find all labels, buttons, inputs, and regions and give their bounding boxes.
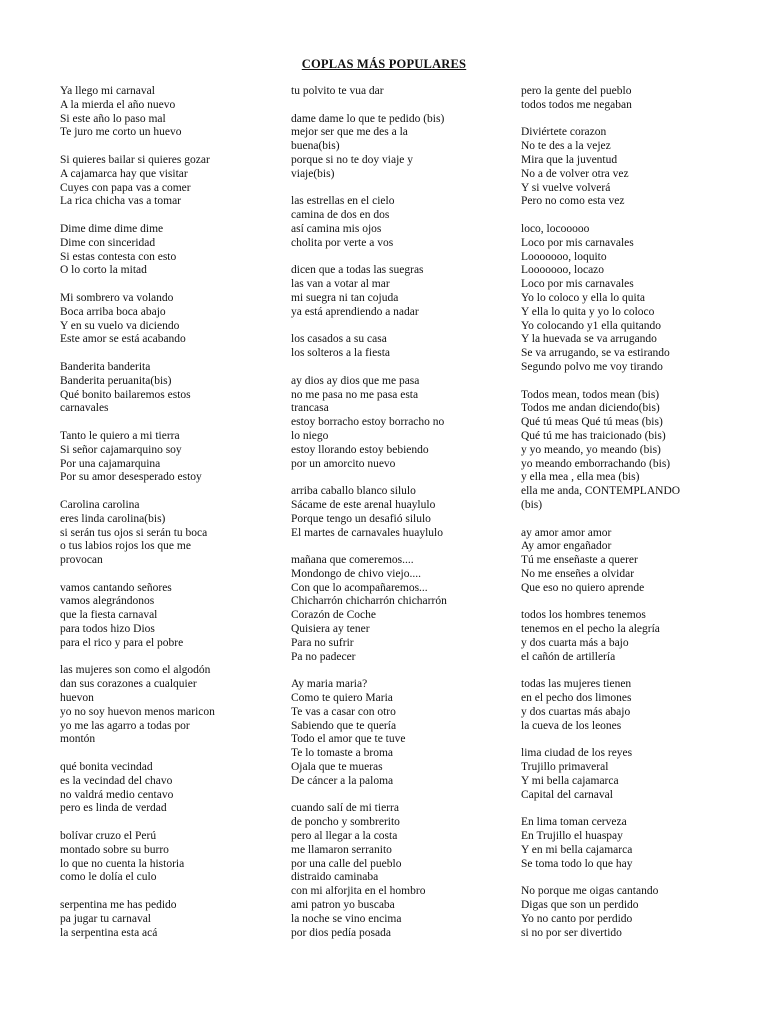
verse-line: Ojala que te mueras bbox=[291, 761, 383, 774]
verse-line: Banderita banderita bbox=[60, 360, 151, 373]
verse-line: yo me las agarro a todas por bbox=[60, 719, 190, 732]
verse-line: Capital del carnaval bbox=[521, 788, 613, 801]
verse-line: Todo el amor que te tuve bbox=[291, 733, 406, 746]
verse-line: Quisiera ay tener bbox=[291, 623, 370, 636]
verse-line: Mondongo de chivo viejo.... bbox=[291, 567, 421, 580]
verse-line: No te des a la vejez bbox=[521, 140, 611, 153]
verse-line: me llamaron serranito bbox=[291, 843, 392, 856]
verse-line: vamos cantando señores bbox=[60, 581, 172, 594]
verse-line: Diviértete corazon bbox=[521, 126, 607, 139]
verse-line: bolívar cruzo el Perú bbox=[60, 830, 157, 843]
verse-line: arriba caballo blanco silulo bbox=[291, 485, 416, 498]
verse-line: pero es linda de verdad bbox=[60, 802, 167, 815]
verse-line: Y si vuelve volverá bbox=[521, 181, 611, 194]
verse-line: ay amor amor amor bbox=[521, 526, 612, 539]
verse-line: El martes de carnavales huaylulo bbox=[291, 526, 443, 539]
verse-line: las van a votar al mar bbox=[291, 278, 390, 291]
verse-line: con mi alforjita en el hombro bbox=[291, 885, 426, 898]
verse-line: Y la huevada se va arrugando bbox=[521, 333, 657, 346]
verse-line: dan sus corazones a cualquier bbox=[60, 678, 197, 691]
verse-line: vamos alegrándonos bbox=[60, 595, 155, 608]
stanza bbox=[60, 761, 275, 816]
verse-line: Se toma todo lo que hay bbox=[521, 857, 633, 870]
verse-line: Como te quiero Maria bbox=[291, 692, 393, 705]
stanza bbox=[60, 664, 275, 747]
verse-line: Boca arriba boca abajo bbox=[60, 305, 166, 318]
verse-line: trancasa bbox=[291, 402, 329, 415]
verse-line: estoy borracho estoy borracho no bbox=[291, 416, 445, 429]
stanza bbox=[521, 816, 751, 871]
verse-line: Y en mi bella cajamarca bbox=[521, 843, 633, 856]
stanza bbox=[521, 885, 751, 940]
stanza bbox=[521, 85, 751, 113]
verse-line: ella me anda, CONTEMPLANDO bbox=[521, 485, 681, 498]
verse-line: Este amor se está acabando bbox=[60, 333, 186, 346]
stanza bbox=[60, 361, 275, 416]
verse-line: Se va arrugando, se va estirando bbox=[521, 347, 670, 360]
verse-line: para todos hizo Dios bbox=[60, 623, 155, 636]
stanza bbox=[521, 527, 751, 596]
verse-line: Te vas a casar con otro bbox=[291, 705, 396, 718]
verse-line: yo meando emborrachando (bis) bbox=[521, 457, 671, 470]
verse-line: los casados a su casa bbox=[291, 333, 387, 346]
verse-line: Y ella lo quita y yo lo coloco bbox=[521, 305, 655, 318]
verse-line: De cáncer a la paloma bbox=[291, 774, 394, 787]
verse-line: A la mierda el año nuevo bbox=[60, 98, 176, 111]
verse-line: camina de dos en dos bbox=[291, 209, 390, 222]
verse-line: Ay amor engañador bbox=[521, 540, 612, 553]
verse-line: montón bbox=[60, 733, 96, 746]
verse-line: A cajamarca hay que visitar bbox=[60, 167, 188, 180]
stanza bbox=[521, 678, 751, 733]
document-title: COPLAS MÁS POPULARES bbox=[301, 57, 467, 71]
verse-line: Banderita peruanita(bis) bbox=[60, 374, 172, 387]
verse-line: todas las mujeres tienen bbox=[521, 678, 632, 691]
verse-line: por un amorcito nuevo bbox=[291, 457, 396, 470]
verse-line: Si señor cajamarquino soy bbox=[60, 443, 182, 456]
stanza bbox=[291, 678, 511, 788]
verse-line: mi suegra ni tan cojuda bbox=[291, 291, 399, 304]
stanza bbox=[291, 554, 511, 664]
verse-line: lo niego bbox=[291, 429, 329, 442]
verse-line: Ya llego mi carnaval bbox=[60, 85, 155, 97]
stanza bbox=[60, 292, 275, 347]
verse-line: es la vecindad del chavo bbox=[60, 774, 173, 787]
verse-line: serpentina me has pedido bbox=[60, 899, 177, 912]
verse-line: Corazón de Coche bbox=[291, 609, 376, 622]
verse-line: en el pecho dos limones bbox=[521, 692, 632, 705]
stanza bbox=[521, 747, 751, 802]
verse-line: Yo colocando y1 ella quitando bbox=[521, 319, 662, 332]
verse-line: Digas que son un perdido bbox=[521, 899, 639, 912]
verse-line: Mi sombrero va volando bbox=[60, 291, 174, 304]
verse-line: montado sobre su burro bbox=[60, 843, 169, 856]
verse-line: Qué bonito bailaremos estos bbox=[60, 388, 191, 401]
stanza bbox=[60, 430, 275, 485]
stanza bbox=[60, 154, 275, 209]
verse-line: Trujillo primaveral bbox=[521, 761, 609, 774]
stanza bbox=[60, 582, 275, 651]
verse-line: Te lo tomaste a broma bbox=[291, 747, 394, 760]
verse-line: No porque me oigas cantando bbox=[521, 885, 659, 898]
verse-line: Todos me andan diciendo(bis) bbox=[521, 402, 660, 415]
verse-line: todos los hombres tenemos bbox=[521, 609, 646, 622]
verse-line: Y en su vuelo va diciendo bbox=[60, 319, 180, 332]
stanza bbox=[291, 195, 511, 250]
verse-line: Por una cajamarquina bbox=[60, 457, 161, 470]
verse-line: Sabiendo que te quería bbox=[291, 719, 397, 732]
verse-line: por dios pedía posada bbox=[291, 926, 391, 939]
verse-line: pero al llegar a la costa bbox=[291, 830, 398, 843]
verse-line: Dime dime dime dime bbox=[60, 222, 164, 235]
verse-line: no me pasa no me pasa esta bbox=[291, 388, 419, 401]
verse-line: lima ciudad de los reyes bbox=[521, 747, 633, 760]
stanza bbox=[60, 499, 275, 568]
verse-line: ami patron yo buscaba bbox=[291, 899, 395, 912]
verse-line: si no por ser divertido bbox=[521, 926, 622, 939]
verse-line: por una calle del pueblo bbox=[291, 857, 402, 870]
verse-line: Yo lo coloco y ella lo quita bbox=[521, 291, 646, 304]
verse-line: Loco por mis carnavales bbox=[521, 278, 634, 291]
verse-line: dicen que a todas las suegras bbox=[291, 264, 424, 277]
verse-line: Para no sufrir bbox=[291, 636, 354, 649]
verse-line: distraido caminaba bbox=[291, 871, 379, 884]
verse-line: No a de volver otra vez bbox=[521, 167, 629, 180]
verse-line: Ay maria maria? bbox=[291, 678, 368, 691]
verse-line: Te juro me corto un huevo bbox=[60, 126, 182, 139]
verse-line: Loco por mis carnavales bbox=[521, 236, 634, 249]
verse-line: Todos mean, todos mean (bis) bbox=[521, 388, 660, 401]
stanza bbox=[521, 609, 751, 664]
verse-line: Si este año lo paso mal bbox=[60, 112, 166, 125]
verse-line: cuando salí de mi tierra bbox=[291, 802, 399, 815]
verse-line: huevon bbox=[60, 692, 94, 705]
verse-line: Qué tú meas Qué tú meas (bis) bbox=[521, 416, 663, 429]
verse-line: de poncho y sombrerito bbox=[291, 816, 400, 829]
verse-line: viaje(bis) bbox=[291, 167, 335, 180]
verse-line: la cueva de los leones bbox=[521, 719, 622, 732]
stanza bbox=[291, 333, 511, 361]
verse-line: Porque tengo un desafió silulo bbox=[291, 512, 431, 525]
verse-line: lo que no cuenta la historia bbox=[60, 857, 185, 870]
verse-line: y ella mea , ella mea (bis) bbox=[521, 471, 640, 484]
stanza bbox=[291, 113, 511, 182]
verse-line: Pero no como esta vez bbox=[521, 195, 625, 208]
verse-line: Mira que la juventud bbox=[521, 153, 618, 166]
verse-line: estoy llorando estoy bebiendo bbox=[291, 443, 429, 456]
verse-line: Que eso no quiero aprende bbox=[521, 581, 645, 594]
verse-line: todos todos me negaban bbox=[521, 98, 632, 111]
stanza bbox=[60, 899, 275, 940]
verse-line: o tus labios rojos los que me bbox=[60, 540, 191, 553]
verse-line: Cuyes con papa vas a comer bbox=[60, 181, 191, 194]
stanza bbox=[291, 264, 511, 319]
verse-line: tenemos en el pecho la alegría bbox=[521, 623, 660, 636]
verse-line: dame dame lo que te pedido (bis) bbox=[291, 112, 445, 125]
verse-line: En lima toman cerveza bbox=[521, 816, 627, 829]
verse-line: y dos cuartas más abajo bbox=[521, 705, 631, 718]
verse-line: No me enseñes a olvidar bbox=[521, 567, 635, 580]
verse-line: mañana que comeremos.... bbox=[291, 554, 414, 567]
verse-line: para el rico y para el pobre bbox=[60, 636, 184, 649]
verse-line: porque si no te doy viaje y bbox=[291, 153, 414, 166]
verse-line: Segundo polvo me voy tirando bbox=[521, 360, 663, 373]
verse-line: no valdrá medio centavo bbox=[60, 788, 174, 801]
verse-line: Looooooo, loquito bbox=[521, 250, 607, 263]
stanza bbox=[291, 485, 511, 540]
verse-line: yo no soy huevon menos maricon bbox=[60, 705, 215, 718]
verse-line: y yo meando, yo meando (bis) bbox=[521, 443, 661, 456]
verse-line: Si estas contesta con esto bbox=[60, 250, 177, 263]
verse-line: y dos cuarta más a bajo bbox=[521, 636, 629, 649]
verse-line: Por su amor desesperado estoy bbox=[60, 471, 202, 484]
verse-line: mejor ser que me des a la bbox=[291, 126, 408, 139]
verse-line: provocan bbox=[60, 554, 103, 567]
stanza bbox=[60, 830, 275, 885]
verse-line: qué bonita vecindad bbox=[60, 761, 153, 774]
stanza bbox=[291, 375, 511, 472]
verse-line: la serpentina esta acá bbox=[60, 926, 158, 939]
verse-line: Tú me enseñaste a querer bbox=[521, 554, 638, 567]
verse-line: que la fiesta carnaval bbox=[60, 609, 158, 622]
verse-line: Y mi bella cajamarca bbox=[521, 774, 619, 787]
verse-line: pa jugar tu carnaval bbox=[60, 912, 151, 925]
verse-line: tu polvito te vua dar bbox=[291, 85, 384, 97]
column-1 bbox=[60, 85, 275, 954]
verse-line: Chicharrón chicharrón chicharrón bbox=[291, 595, 447, 608]
verse-line: Dime con sinceridad bbox=[60, 236, 156, 249]
verse-line: como le dolía el culo bbox=[60, 871, 157, 884]
stanza bbox=[291, 85, 511, 99]
verse-line: loco, locooooo bbox=[521, 222, 590, 235]
stanza bbox=[521, 126, 751, 209]
stanza bbox=[291, 802, 511, 940]
stanza bbox=[60, 223, 275, 278]
verse-line: las mujeres son como el algodón bbox=[60, 664, 211, 677]
verse-line: ya está aprendiendo a nadar bbox=[291, 305, 419, 318]
verse-line: si serán tus ojos si serán tu boca bbox=[60, 526, 208, 539]
verse-line: La rica chicha vas a tomar bbox=[60, 195, 182, 208]
verse-line: cholita por verte a vos bbox=[291, 236, 394, 249]
column-3 bbox=[521, 85, 751, 954]
verse-line: eres linda carolina(bis) bbox=[60, 512, 166, 525]
column-2 bbox=[291, 85, 511, 954]
verse-line: (bis) bbox=[521, 498, 543, 511]
verse-line: las estrellas en el cielo bbox=[291, 195, 395, 208]
verse-line: Yo no canto por perdido bbox=[521, 912, 633, 925]
verse-line: el cañón de artillería bbox=[521, 650, 616, 663]
verse-line: O lo corto la mitad bbox=[60, 264, 147, 277]
verse-line: En Trujillo el huaspay bbox=[521, 830, 623, 843]
verse-line: los solteros a la fiesta bbox=[291, 347, 391, 360]
verse-line: carnavales bbox=[60, 402, 109, 415]
verse-line: Tanto le quiero a mi tierra bbox=[60, 429, 180, 442]
verse-line: Looooooo, locazo bbox=[521, 264, 605, 277]
verse-line: Sácame de este arenal huaylulo bbox=[291, 498, 436, 511]
verse-line: Pa no padecer bbox=[291, 650, 356, 663]
verse-line: Con que lo acompañaremos... bbox=[291, 581, 428, 594]
stanza bbox=[60, 85, 275, 140]
verse-line: Qué tú me has traicionado (bis) bbox=[521, 429, 666, 442]
verse-line: Carolina carolina bbox=[60, 498, 140, 511]
verse-line: buena(bis) bbox=[291, 140, 340, 153]
verse-line: ay dios ay dios que me pasa bbox=[291, 374, 420, 387]
verse-line: la noche se vino encima bbox=[291, 912, 402, 925]
verse-line: Si quieres bailar si quieres gozar bbox=[60, 153, 210, 166]
stanza bbox=[521, 389, 751, 513]
stanza bbox=[521, 223, 751, 375]
verse-line: así camina mis ojos bbox=[291, 222, 382, 235]
verse-line: pero la gente del pueblo bbox=[521, 85, 632, 97]
